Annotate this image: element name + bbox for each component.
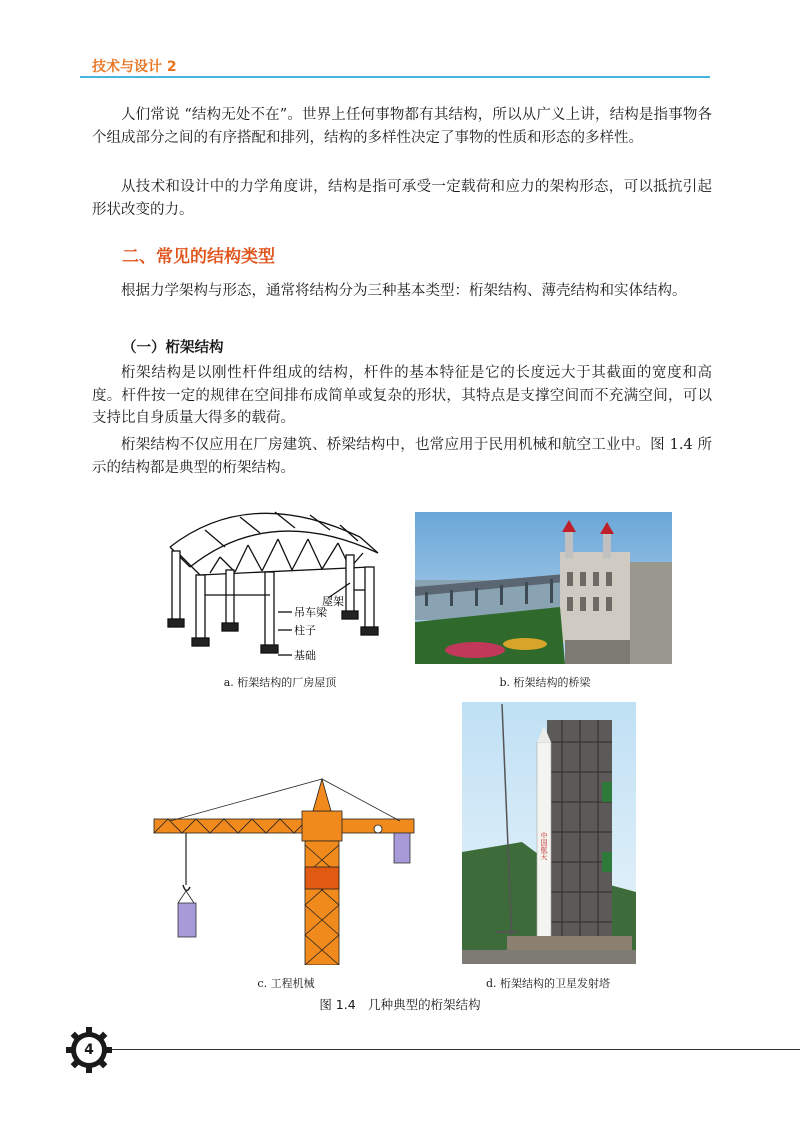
figure-d-launch-tower-photo [462, 702, 636, 964]
section-heading: 二、常见的结构类型 [122, 247, 275, 267]
page-number: 4 [84, 1042, 94, 1058]
caption-figure-c: c. 工程机械 [257, 977, 315, 990]
paragraph-truss-definition: 桁架结构是以刚性杆件组成的结构，杆件的基本特征是它的长度远大于其截面的宽度和高度。杆件按一定的规律在空间排布成简单或复杂的形状，其特点是支撑空间而不充满空间，可以支持比自身质量大得多的载荷。 [92, 365, 712, 426]
caption-figure-b: b. 桁架结构的桥梁 [499, 676, 591, 689]
label-roof-truss: 屋架 [322, 595, 344, 608]
paragraph-structure-definition: 人们常说 “结构无处不在”。世界上任何事物都有其结构，所以从广义上讲，结构是指事物各个组成部分之间的有序搭配和排列，结构的多样性决定了事物的性质和形态的多样性。 [92, 107, 712, 146]
footer-rule [108, 1049, 800, 1050]
running-header: 技术与设计 2 [92, 59, 177, 75]
figure-a-factory-roof [160, 495, 400, 665]
header-rule [80, 76, 710, 78]
label-column: 柱子 [294, 624, 316, 637]
paragraph-mechanics-definition: 从技术和设计中的力学角度讲，结构是指可承受一定载荷和应力的架构形态，可以抵抗引起形状改变的力。 [92, 179, 712, 218]
rocket-label: 中国航天 [540, 832, 548, 860]
caption-figure-d: d. 桁架结构的卫星发射塔 [485, 977, 611, 990]
figure-title: 图 1.4 几种典型的桁架结构 [319, 997, 481, 1012]
paragraph-three-types: 根据力学架构与形态，通常将结构分为三种基本类型：桁架结构、薄壳结构和实体结构。 [121, 283, 687, 299]
subsection-heading: （一）桁架结构 [122, 340, 224, 356]
figure-b-bridge-photo [415, 512, 672, 664]
caption-figure-a: a. 桁架结构的厂房屋顶 [223, 676, 337, 689]
label-foundation: 基础 [294, 649, 316, 662]
paragraph-truss-applications: 桁架结构不仅应用在厂房建筑、桥梁结构中，也常应用于民用机械和航空工业中。图 1.4 所示的结构都是典型的桁架结构。 [92, 437, 712, 476]
figure-c-tower-crane [150, 775, 420, 965]
label-crane-beam: 吊车梁 [294, 606, 327, 619]
